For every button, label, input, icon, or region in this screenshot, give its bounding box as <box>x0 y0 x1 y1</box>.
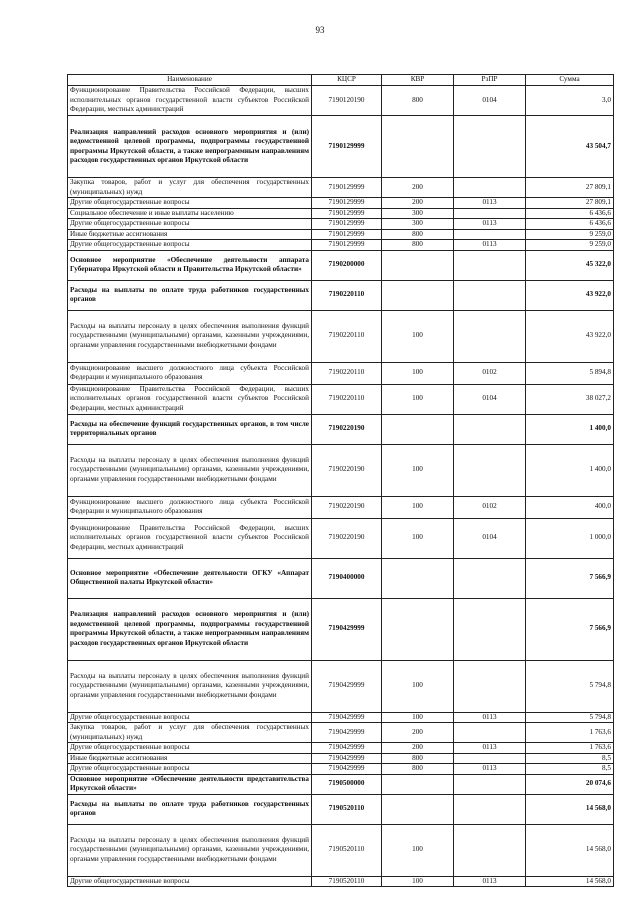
row-name-cell: Другие общегосударственные вопросы <box>68 712 312 723</box>
row-name-cell: Основное мероприятие «Обеспечение деятельности представительства Иркутской области» <box>68 774 312 794</box>
table-row <box>68 794 614 824</box>
row-sum-cell: 1 763,6 <box>526 743 614 754</box>
row-kvr-cell: 100 <box>382 876 454 887</box>
row-kcsr-cell: 7190220190 <box>312 414 382 444</box>
row-kcsr-cell: 7190129999 <box>312 240 382 251</box>
row-sum-cell: 8,5 <box>526 764 614 775</box>
budget-table <box>67 74 614 887</box>
table-row <box>68 178 614 198</box>
row-kcsr-cell: 7190220190 <box>312 444 382 496</box>
row-name-cell: Функционирование высшего должностного лица субъекта Российской Федерации и муниципального образования <box>68 496 312 518</box>
row-name-cell: Реализация направлений расходов основного мероприятия и (или) ведомственной целевой программы, подпрограммы государственной программы Иркутской области, а также непрограммным направлениям расходов государственных органов Иркутской области <box>68 116 312 178</box>
row-kvr-cell <box>382 250 454 280</box>
row-name-cell: Другие общегосударственные вопросы <box>68 743 312 754</box>
row-name-cell: Другие общегосударственные вопросы <box>68 240 312 251</box>
row-rzpr-cell <box>454 598 526 660</box>
table-row <box>68 743 614 754</box>
header-name: Наименование <box>68 75 312 86</box>
row-rzpr-cell: 0102 <box>454 362 526 384</box>
row-kcsr-cell: 7190220110 <box>312 362 382 384</box>
row-rzpr-cell <box>454 280 526 310</box>
header-sum: Сумма <box>526 75 614 86</box>
row-sum-cell: 43 922,0 <box>526 310 614 362</box>
row-kcsr-cell: 7190200000 <box>312 250 382 280</box>
row-name-cell: Другие общегосударственные вопросы <box>68 764 312 775</box>
row-kcsr-cell: 7190520110 <box>312 794 382 824</box>
header-kvr: КВР <box>382 75 454 86</box>
table-row <box>68 208 614 219</box>
row-rzpr-cell <box>454 310 526 362</box>
table-row <box>68 229 614 240</box>
row-name-cell: Расходы на выплаты персоналу в целях обеспечения выполнения функций государственными (муниципальными) органами, казенными учреждениями, органами управления государственными внебюджетными фондами <box>68 444 312 496</box>
row-rzpr-cell: 0104 <box>454 86 526 116</box>
row-kcsr-cell: 7190429999 <box>312 723 382 743</box>
row-name-cell: Закупка товаров, работ и услуг для обеспечения государственных (муниципальных) нужд <box>68 178 312 198</box>
row-rzpr-cell <box>454 794 526 824</box>
row-kcsr-cell: 7190429999 <box>312 598 382 660</box>
row-kvr-cell: 100 <box>382 444 454 496</box>
row-kvr-cell <box>382 414 454 444</box>
row-name-cell: Основное мероприятие «Обеспечение деятельности аппарата Губернатора Иркутской области и Правительства Иркутской области» <box>68 250 312 280</box>
row-rzpr-cell <box>454 208 526 219</box>
table-row <box>68 362 614 384</box>
row-sum-cell: 14 568,0 <box>526 824 614 876</box>
row-rzpr-cell <box>454 178 526 198</box>
row-sum-cell: 1 400,0 <box>526 414 614 444</box>
table-row <box>68 384 614 414</box>
row-rzpr-cell <box>454 774 526 794</box>
row-kvr-cell <box>382 794 454 824</box>
row-rzpr-cell: 0113 <box>454 198 526 209</box>
row-rzpr-cell <box>454 824 526 876</box>
row-kvr-cell: 100 <box>382 518 454 558</box>
row-name-cell: Расходы на обеспечение функций государственных органов, в том числе территориальных органов <box>68 414 312 444</box>
row-kvr-cell: 100 <box>382 824 454 876</box>
row-kvr-cell: 100 <box>382 362 454 384</box>
row-rzpr-cell <box>454 723 526 743</box>
row-kvr-cell: 200 <box>382 178 454 198</box>
row-kvr-cell: 300 <box>382 219 454 230</box>
row-kcsr-cell: 7190429999 <box>312 660 382 712</box>
row-rzpr-cell: 0113 <box>454 240 526 251</box>
row-sum-cell: 5 894,8 <box>526 362 614 384</box>
row-sum-cell: 6 436,6 <box>526 208 614 219</box>
row-name-cell: Функционирование высшего должностного лица субъекта Российской Федерации и муниципального образования <box>68 362 312 384</box>
table-row <box>68 414 614 444</box>
row-kvr-cell: 200 <box>382 743 454 754</box>
row-rzpr-cell: 0113 <box>454 712 526 723</box>
row-kvr-cell <box>382 598 454 660</box>
row-rzpr-cell: 0104 <box>454 384 526 414</box>
row-sum-cell: 1 400,0 <box>526 444 614 496</box>
table-row <box>68 219 614 230</box>
row-rzpr-cell <box>454 753 526 764</box>
row-sum-cell: 27 809,1 <box>526 198 614 209</box>
row-name-cell: Реализация направлений расходов основного мероприятия и (или) ведомственной целевой программы, подпрограммы государственной программы Иркутской области, а также непрограммным направлениям расходов государственных органов Иркутской области <box>68 598 312 660</box>
row-kvr-cell: 100 <box>382 712 454 723</box>
row-rzpr-cell: 0113 <box>454 219 526 230</box>
row-rzpr-cell <box>454 414 526 444</box>
table-row <box>68 496 614 518</box>
row-kvr-cell: 100 <box>382 496 454 518</box>
row-rzpr-cell <box>454 558 526 598</box>
row-kvr-cell <box>382 280 454 310</box>
row-sum-cell: 6 436,6 <box>526 219 614 230</box>
row-sum-cell: 27 809,1 <box>526 178 614 198</box>
row-kvr-cell: 800 <box>382 86 454 116</box>
row-kcsr-cell: 7190220190 <box>312 518 382 558</box>
row-sum-cell: 9 259,0 <box>526 240 614 251</box>
row-kvr-cell: 200 <box>382 723 454 743</box>
table-row <box>68 824 614 876</box>
row-kcsr-cell: 7190400000 <box>312 558 382 598</box>
row-kcsr-cell: 7190120190 <box>312 86 382 116</box>
row-name-cell: Другие общегосударственные вопросы <box>68 219 312 230</box>
row-rzpr-cell: 0113 <box>454 876 526 887</box>
row-sum-cell: 45 322,0 <box>526 250 614 280</box>
row-name-cell: Иные бюджетные ассигнования <box>68 229 312 240</box>
row-sum-cell: 38 027,2 <box>526 384 614 414</box>
table-row <box>68 660 614 712</box>
row-name-cell: Расходы на выплаты персоналу в целях обеспечения выполнения функций государственными (муниципальными) органами, казенными учреждениями, органами управления государственными внебюджетными фондами <box>68 310 312 362</box>
row-name-cell: Расходы на выплаты персоналу в целях обеспечения выполнения функций государственными (муниципальными) органами, казенными учреждениями, органами управления государственными внебюджетными фондами <box>68 660 312 712</box>
table-row <box>68 116 614 178</box>
row-rzpr-cell <box>454 250 526 280</box>
table-row <box>68 518 614 558</box>
row-name-cell: Другие общегосударственные вопросы <box>68 198 312 209</box>
table-body <box>68 86 614 887</box>
row-name-cell: Функционирование Правительства Российской Федерации, высших исполнительных органов государственной власти субъектов Российской Федерации, местных администраций <box>68 384 312 414</box>
page-number: 93 <box>315 25 325 35</box>
row-kvr-cell: 100 <box>382 384 454 414</box>
row-rzpr-cell: 0102 <box>454 496 526 518</box>
row-name-cell: Другие общегосударственные вопросы <box>68 876 312 887</box>
row-name-cell: Социальное обеспечение и иные выплаты населению <box>68 208 312 219</box>
row-kcsr-cell: 7190429999 <box>312 743 382 754</box>
table-row <box>68 280 614 310</box>
row-sum-cell: 14 568,0 <box>526 794 614 824</box>
row-sum-cell: 5 794,8 <box>526 712 614 723</box>
row-kvr-cell: 100 <box>382 660 454 712</box>
row-kcsr-cell: 7190129999 <box>312 178 382 198</box>
table-row <box>68 250 614 280</box>
table-row <box>68 723 614 743</box>
row-kcsr-cell: 7190500000 <box>312 774 382 794</box>
row-kcsr-cell: 7190429999 <box>312 712 382 723</box>
table-row <box>68 598 614 660</box>
row-kvr-cell: 300 <box>382 208 454 219</box>
row-kvr-cell <box>382 774 454 794</box>
table-row <box>68 876 614 887</box>
row-sum-cell: 20 074,6 <box>526 774 614 794</box>
table-row <box>68 444 614 496</box>
row-sum-cell: 9 259,0 <box>526 229 614 240</box>
row-kvr-cell: 100 <box>382 310 454 362</box>
row-name-cell: Функционирование Правительства Российской Федерации, высших исполнительных органов государственной власти субъектов Российской Федерации, местных администраций <box>68 86 312 116</box>
row-kvr-cell: 800 <box>382 229 454 240</box>
row-kcsr-cell: 7190129999 <box>312 116 382 178</box>
table-row <box>68 774 614 794</box>
row-rzpr-cell <box>454 229 526 240</box>
row-name-cell: Расходы на выплаты персоналу в целях обеспечения выполнения функций государственными (муниципальными) органами, казенными учреждениями, органами управления государственными внебюджетными фондами <box>68 824 312 876</box>
table-row <box>68 310 614 362</box>
row-kvr-cell: 800 <box>382 764 454 775</box>
row-rzpr-cell <box>454 116 526 178</box>
table-header-row <box>68 75 614 86</box>
row-kcsr-cell: 7190429999 <box>312 753 382 764</box>
row-rzpr-cell <box>454 444 526 496</box>
row-sum-cell: 8,5 <box>526 753 614 764</box>
header-rzpr: РзПР <box>454 75 526 86</box>
row-kcsr-cell: 7190520110 <box>312 876 382 887</box>
row-name-cell: Основное мероприятие «Обеспечение деятельности ОГКУ «Аппарат Общественной палаты Иркутской области» <box>68 558 312 598</box>
row-sum-cell: 5 794,8 <box>526 660 614 712</box>
row-kcsr-cell: 7190220190 <box>312 496 382 518</box>
table-row <box>68 240 614 251</box>
row-kcsr-cell: 7190129999 <box>312 198 382 209</box>
row-sum-cell: 3,0 <box>526 86 614 116</box>
row-name-cell: Иные бюджетные ассигнования <box>68 753 312 764</box>
row-kcsr-cell: 7190129999 <box>312 229 382 240</box>
row-sum-cell: 400,0 <box>526 496 614 518</box>
row-sum-cell: 14 568,0 <box>526 876 614 887</box>
row-rzpr-cell: 0104 <box>454 518 526 558</box>
row-kcsr-cell: 7190129999 <box>312 208 382 219</box>
row-kcsr-cell: 7190129999 <box>312 219 382 230</box>
row-sum-cell: 7 566,9 <box>526 598 614 660</box>
row-sum-cell: 43 922,0 <box>526 280 614 310</box>
row-kcsr-cell: 7190429999 <box>312 764 382 775</box>
row-name-cell: Расходы на выплаты по оплате труда работников государственных органов <box>68 280 312 310</box>
table-row <box>68 558 614 598</box>
row-sum-cell: 43 504,7 <box>526 116 614 178</box>
table-row <box>68 198 614 209</box>
row-name-cell: Функционирование Правительства Российской Федерации, высших исполнительных органов государственной власти субъектов Российской Федерации, местных администраций <box>68 518 312 558</box>
row-kcsr-cell: 7190220110 <box>312 384 382 414</box>
row-sum-cell: 1 763,6 <box>526 723 614 743</box>
row-rzpr-cell <box>454 660 526 712</box>
row-name-cell: Расходы на выплаты по оплате труда работников государственных органов <box>68 794 312 824</box>
row-sum-cell: 7 566,9 <box>526 558 614 598</box>
row-kvr-cell: 800 <box>382 240 454 251</box>
row-kvr-cell <box>382 558 454 598</box>
header-kcsr: КЦСР <box>312 75 382 86</box>
row-kvr-cell: 800 <box>382 753 454 764</box>
table-row <box>68 764 614 775</box>
row-kvr-cell: 200 <box>382 198 454 209</box>
row-kvr-cell <box>382 116 454 178</box>
row-kcsr-cell: 7190220110 <box>312 310 382 362</box>
row-kcsr-cell: 7190520110 <box>312 824 382 876</box>
table-row <box>68 712 614 723</box>
row-rzpr-cell: 0113 <box>454 764 526 775</box>
table-row <box>68 86 614 116</box>
table-row <box>68 753 614 764</box>
row-rzpr-cell: 0113 <box>454 743 526 754</box>
row-name-cell: Закупка товаров, работ и услуг для обеспечения государственных (муниципальных) нужд <box>68 723 312 743</box>
row-kcsr-cell: 7190220110 <box>312 280 382 310</box>
row-sum-cell: 1 000,0 <box>526 518 614 558</box>
